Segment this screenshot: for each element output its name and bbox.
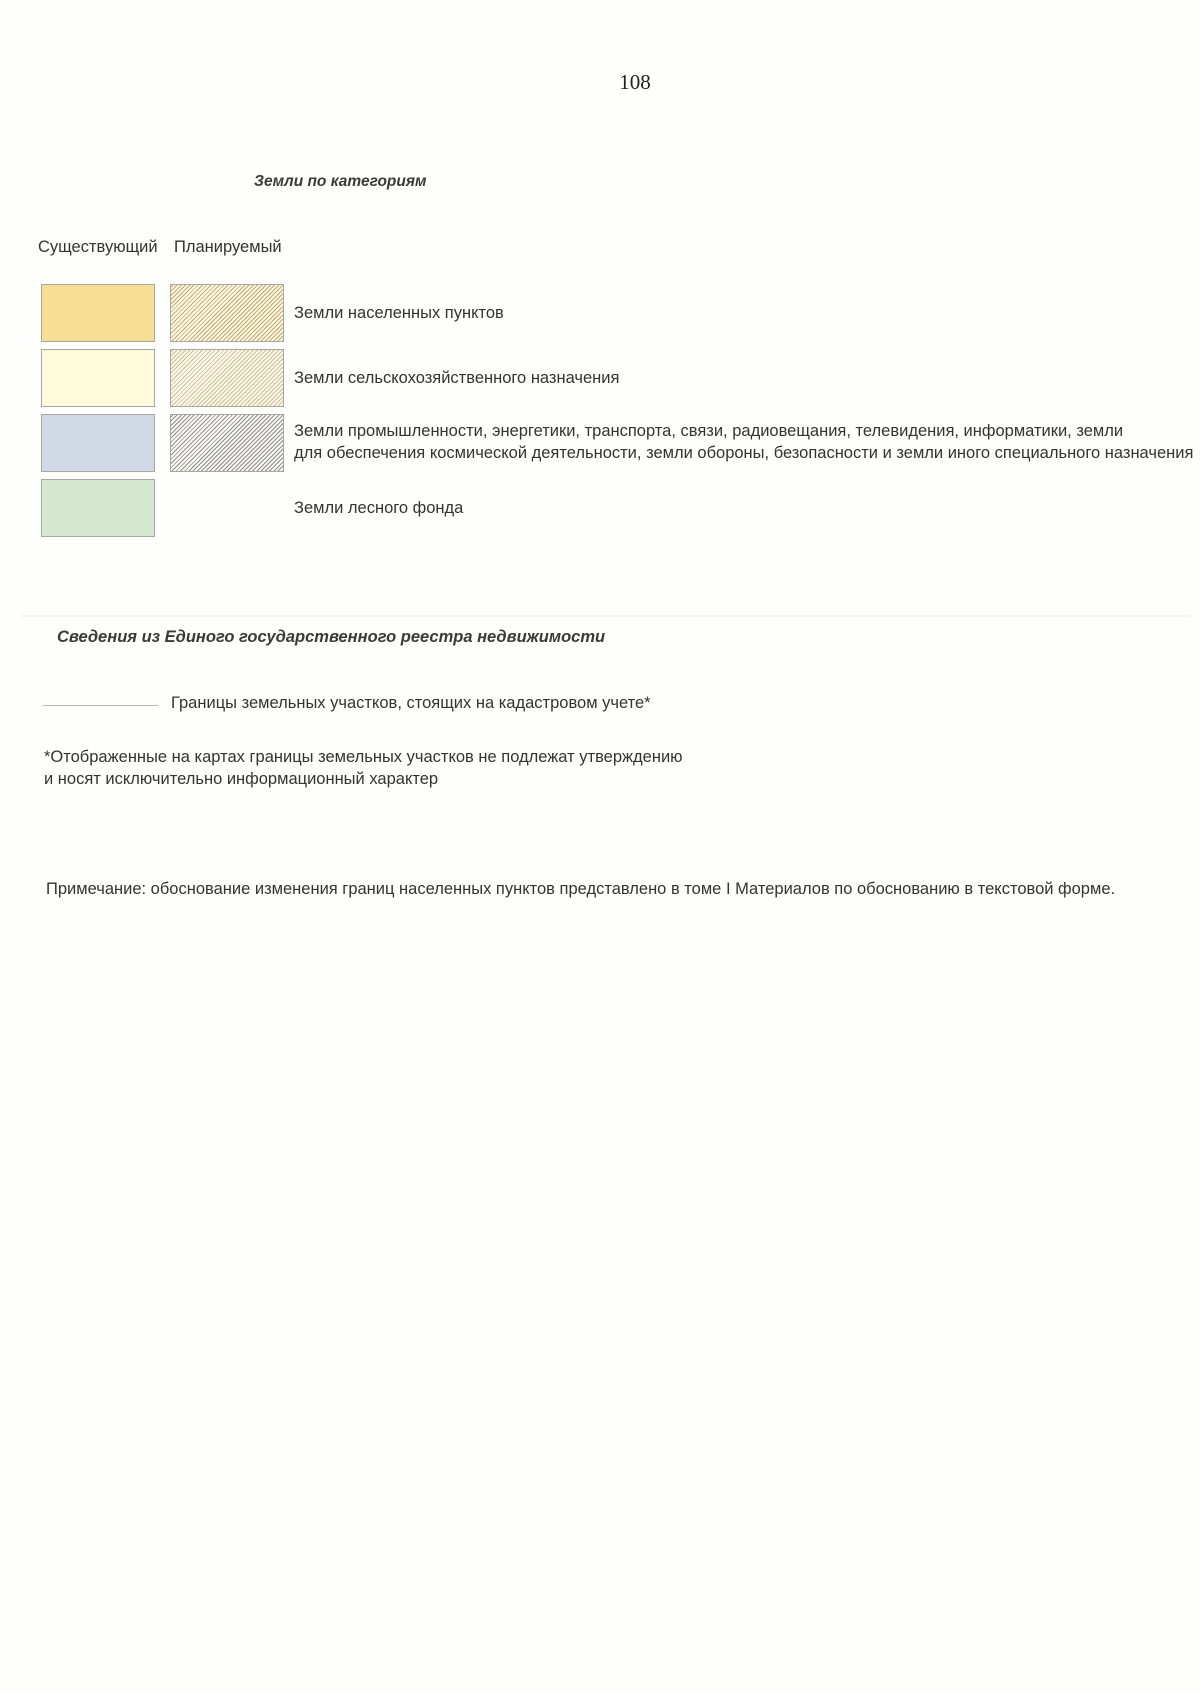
swatch-planned-settlements [170,284,284,342]
note: Примечание: обоснование изменения границ населенных пунктов представлено в томе I Материалов по обоснованию в текстовой форме. [46,880,1116,898]
swatch-existing-agricultural [41,349,155,407]
section-title-egrn: Сведения из Единого государственного реестра недвижимости [57,628,606,646]
boundary-line-symbol [43,705,158,706]
legend-label-forest [294,497,463,519]
column-header-existing: Существующий [38,238,158,256]
footnote-line: *Отображенные на картах границы земельных участков не подлежат утверждению [44,748,683,766]
column-header-planned: Планируемый [174,238,282,256]
section-title-land-categories: Земли по категориям [254,173,427,190]
legend-label-industrial [294,420,1193,464]
footnote-line: и носят исключительно информационный характер [44,770,439,788]
legend-label-line: Земли населенных пунктов [294,304,504,322]
legend-label-line: Земли сельскохозяйственного назначения [294,369,620,387]
swatch-existing-forest [41,479,155,537]
section-divider [20,615,1190,617]
boundary-legend-label: Границы земельных участков, стоящих на кадастровом учете* [171,694,651,712]
legend-label-agricultural [294,367,619,389]
footnote [44,746,683,790]
swatch-existing-industrial [41,414,155,472]
legend-label-line: Земли промышленности, энергетики, транспорта, связи, радиовещания, телевидения, информатики, земли [294,422,1124,440]
legend-label-line: Земли лесного фонда [294,499,464,517]
legend-label-line: для обеспечения космической деятельности, земли обороны, безопасности и земли иного специального назначения [294,444,1194,462]
swatch-planned-agricultural [170,349,284,407]
swatch-planned-industrial [170,414,284,472]
page-number: 108 [619,70,651,94]
swatch-existing-settlements [41,284,155,342]
legend-label-settlements [294,302,504,324]
